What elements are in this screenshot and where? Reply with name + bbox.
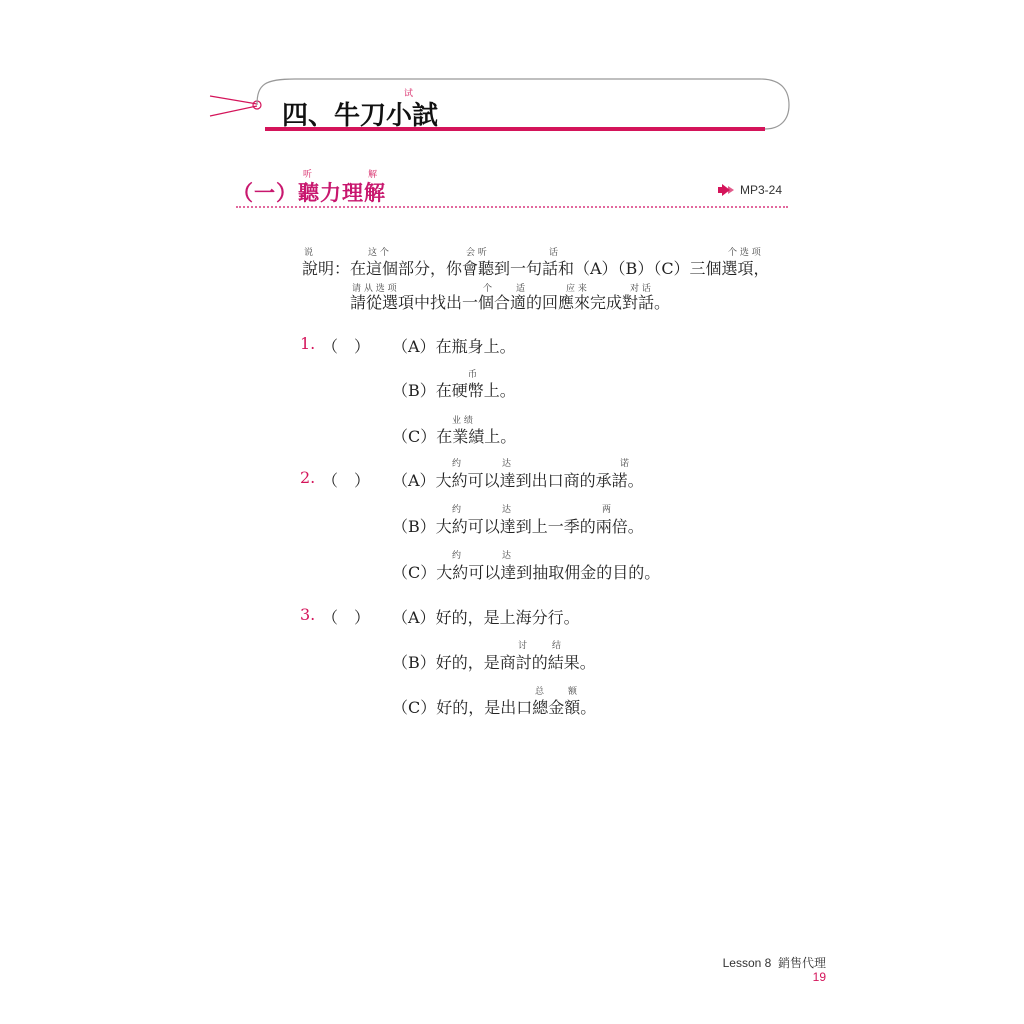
instr-ruby-10: 对 话	[630, 284, 651, 294]
q3-b-ruby-1: 讨	[518, 641, 528, 651]
subsection-ruby-1: 听	[303, 170, 313, 180]
instr-ruby-9: 应 来	[566, 284, 587, 294]
instr-ruby-6: 请 从 选 项	[352, 284, 397, 294]
instr-ruby-5: 个 选 项	[728, 248, 761, 258]
audio-badge[interactable]	[718, 183, 782, 197]
instr-ruby-4: 话	[549, 248, 559, 258]
question-3-option-b[interactable]	[392, 650, 596, 673]
q2-a-ruby-3: 诺	[620, 459, 630, 469]
question-2-option-b[interactable]	[392, 514, 644, 537]
option-text: 大約可以達到抽取佣金的目的。	[436, 563, 661, 582]
instructions-line-1: 說明：在這個部分，你會聽到一句話和（A）（B）（C）三個選項，	[302, 259, 770, 278]
option-label: （A）	[392, 608, 436, 627]
option-text: 好的，是上海分行。	[435, 608, 580, 627]
section-divider	[236, 206, 788, 208]
instr-ruby-1: 说	[304, 248, 314, 258]
subsection-title: （一）聽力理解	[232, 181, 386, 205]
question-2-option-c[interactable]	[392, 560, 660, 583]
question-2-option-a[interactable]	[392, 468, 644, 491]
option-text: 在業績上。	[436, 427, 517, 446]
footer-lesson: Lesson 8 銷售代理	[722, 956, 826, 970]
question-2-answer-blank[interactable]: （ ）	[322, 471, 371, 490]
subsection-ruby-2: 解	[368, 170, 378, 180]
q1-c-ruby-1: 业 绩	[452, 416, 473, 426]
question-2-number: 2.	[300, 468, 316, 487]
option-label: （C）	[392, 563, 437, 582]
audio-play-icon	[718, 184, 738, 196]
option-label: （C）	[392, 698, 437, 717]
q3-b-ruby-2: 结	[552, 641, 562, 651]
q2-c-ruby-1: 约	[452, 551, 462, 561]
q2-b-ruby-1: 约	[452, 505, 462, 515]
option-text: 大約可以達到上一季的兩倍。	[435, 517, 644, 536]
instr-ruby-3: 会 听	[466, 248, 487, 258]
question-1-option-a[interactable]	[392, 334, 516, 357]
instr-ruby-8: 适	[516, 284, 526, 294]
option-label: （B）	[392, 381, 436, 400]
q2-c-ruby-2: 达	[502, 551, 512, 561]
instructions-line-2: 請從選項中找出一個合適的回應來完成對話。	[350, 293, 671, 312]
section-title-ruby: 试	[404, 89, 414, 99]
q2-b-ruby-2: 达	[502, 505, 512, 515]
q3-c-ruby-1: 总	[535, 687, 545, 697]
q2-a-ruby-1: 约	[452, 459, 462, 469]
q1-b-ruby-1: 币	[468, 370, 478, 380]
question-3-option-c[interactable]	[392, 695, 596, 718]
audio-label: MP3-24	[740, 183, 783, 197]
option-text: 大約可以達到出口商的承諾。	[435, 471, 644, 490]
instr-ruby-7: 个	[483, 284, 493, 294]
option-label: （B）	[392, 517, 436, 536]
question-3-answer-blank[interactable]: （ ）	[322, 608, 371, 627]
option-text: 在瓶身上。	[435, 337, 516, 356]
option-label: （A）	[392, 471, 436, 490]
question-1-number: 1.	[300, 334, 316, 353]
question-1-option-c[interactable]	[392, 424, 516, 447]
question-3-number: 3.	[300, 605, 316, 624]
option-label: （B）	[392, 653, 436, 672]
option-text: 好的，是商討的結果。	[435, 653, 596, 672]
instr-ruby-2: 这 个	[368, 248, 389, 258]
q2-b-ruby-3: 两	[602, 505, 612, 515]
section-title: 四、牛刀小試	[282, 101, 439, 131]
q3-c-ruby-2: 额	[568, 687, 578, 697]
question-3-option-a[interactable]	[392, 605, 580, 628]
option-text: 在硬幣上。	[435, 381, 516, 400]
question-1-answer-blank[interactable]: （ ）	[322, 337, 371, 356]
footer-page-number: 19	[812, 970, 826, 984]
question-1-option-b[interactable]	[392, 378, 516, 401]
option-label: （C）	[392, 427, 437, 446]
q2-a-ruby-2: 达	[502, 459, 512, 469]
option-text: 好的，是出口總金額。	[436, 698, 597, 717]
option-label: （A）	[392, 337, 436, 356]
